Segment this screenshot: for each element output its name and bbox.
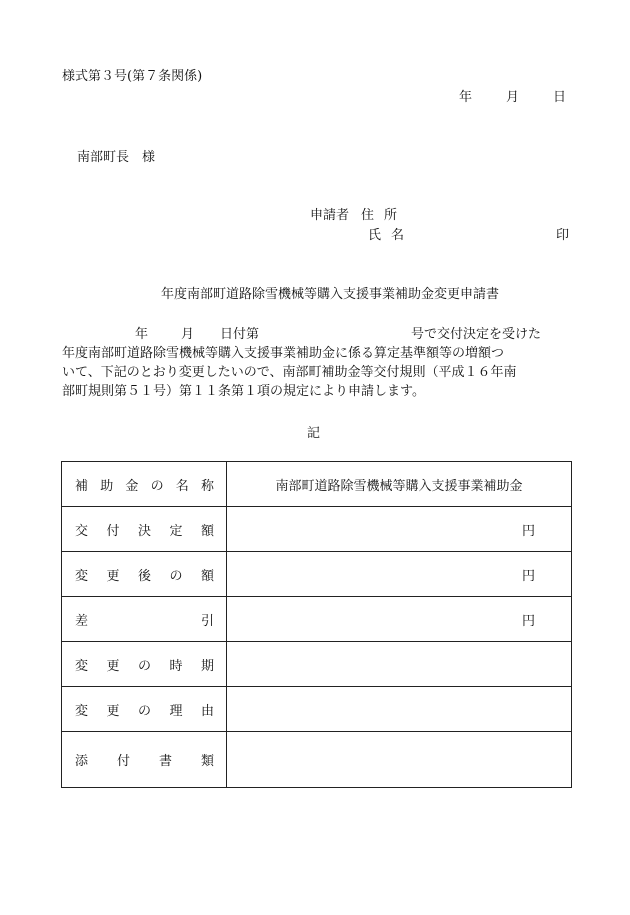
- label-char: 付: [116, 754, 130, 769]
- change-reason-label: [62, 687, 227, 732]
- label-char: 引: [200, 613, 214, 629]
- address-label-2: 所: [384, 208, 398, 223]
- change-reason-value[interactable]: [227, 687, 572, 732]
- addressee: [77, 151, 155, 164]
- addressee-honorific: 様: [142, 150, 156, 165]
- label-char: 更: [106, 703, 120, 719]
- body-line-1: [62, 325, 574, 344]
- label-char: 類: [200, 754, 214, 769]
- label-char: 変: [75, 568, 89, 584]
- label-char: 額: [200, 568, 214, 584]
- document-title: 年度南部町道路除雪機械等購入支援事業補助金変更申請書: [161, 287, 500, 302]
- change-reason-label-text: [75, 700, 214, 719]
- label-char: 金: [125, 478, 139, 494]
- subsidy-name-label-text: [75, 475, 214, 494]
- label-char: 更: [106, 568, 120, 584]
- address-label-1: 住: [361, 208, 375, 223]
- change-timing-value[interactable]: [227, 642, 572, 687]
- table-row-change-reason: [62, 687, 572, 732]
- attached-documents-label-text: [75, 750, 214, 769]
- body-line-2: 年度南部町道路除雪機械等購入支援事業補助金に係る算定基準額等の増額つ: [62, 346, 505, 361]
- amount-after-change-label: [62, 552, 227, 597]
- applicant-role: 申請者: [310, 208, 350, 223]
- body-line-1-tail: 号で交付決定を受けた: [411, 327, 542, 342]
- grant-decision-amount-label: [62, 507, 227, 552]
- applicant-name-row: [368, 229, 404, 242]
- ki-heading: 記: [307, 426, 321, 441]
- label-char: 付: [106, 523, 120, 539]
- difference-label-text: [75, 610, 214, 629]
- table-row-difference: [62, 597, 572, 642]
- addressee-name: 南部町長: [77, 150, 130, 165]
- details-table: [61, 461, 572, 788]
- difference-label: [62, 597, 227, 642]
- label-char: の: [169, 568, 183, 584]
- amount-after-change-value[interactable]: 円: [227, 552, 572, 597]
- label-char: 決: [137, 523, 151, 539]
- label-char: 額: [200, 523, 214, 539]
- label-char: 変: [75, 703, 89, 719]
- change-timing-label-text: [75, 655, 214, 674]
- grant-decision-amount-value[interactable]: 円: [227, 507, 572, 552]
- difference-value[interactable]: 円: [227, 597, 572, 642]
- label-char: 名: [175, 478, 189, 494]
- label-char: 称: [200, 478, 214, 494]
- label-char: 時: [169, 658, 183, 674]
- table-row-subsidy-name: [62, 462, 572, 507]
- seal-mark: 印: [556, 228, 570, 243]
- date-day-label: 日: [553, 90, 567, 105]
- label-char: 交: [75, 523, 89, 539]
- subsidy-name-value[interactable]: 南部町道路除雪機械等購入支援事業補助金: [227, 462, 572, 507]
- subsidy-name-label: [62, 462, 227, 507]
- label-char: 補: [75, 478, 89, 494]
- label-char: 助: [100, 478, 114, 494]
- body-line-3: いて、下記のとおり変更したいので、南部町補助金等交付規則（平成１６年南: [62, 365, 517, 380]
- name-label-1: 氏: [368, 228, 382, 243]
- label-char: 由: [200, 703, 214, 719]
- attached-documents-label: [62, 732, 227, 788]
- label-char: 差: [75, 613, 89, 629]
- label-char: 添: [75, 754, 89, 769]
- label-char: の: [150, 478, 164, 494]
- attached-documents-value[interactable]: [227, 732, 572, 788]
- body-line-4: 部町規則第５１号）第１１条第１項の規定により申請します。: [62, 384, 425, 399]
- name-label-2: 名: [391, 228, 405, 243]
- body-date-ref: 日付第: [220, 327, 260, 342]
- change-timing-label: [62, 642, 227, 687]
- label-char: 理: [169, 703, 183, 719]
- label-char: の: [137, 703, 151, 719]
- body-month: 月: [181, 327, 195, 342]
- label-char: 書: [158, 754, 172, 769]
- table-row-attached-documents: [62, 732, 572, 788]
- label-char: 更: [106, 658, 120, 674]
- label-char: 定: [169, 523, 183, 539]
- date-line: [459, 91, 566, 104]
- date-year-label: 年: [459, 90, 473, 105]
- label-char: 期: [200, 658, 214, 674]
- label-char: 後: [137, 568, 151, 584]
- applicant-address-row: [310, 209, 397, 222]
- label-char: の: [137, 658, 151, 674]
- table-row-grant-decision-amount: [62, 507, 572, 552]
- date-month-label: 月: [506, 90, 520, 105]
- form-number: 様式第３号(第７条関係): [62, 69, 203, 84]
- grant-decision-amount-label-text: [75, 520, 214, 539]
- body-paragraph: [62, 325, 574, 401]
- table-row-change-timing: [62, 642, 572, 687]
- table-row-amount-after-change: [62, 552, 572, 597]
- body-year: 年: [135, 327, 149, 342]
- label-char: 変: [75, 658, 89, 674]
- amount-after-change-label-text: [75, 565, 214, 584]
